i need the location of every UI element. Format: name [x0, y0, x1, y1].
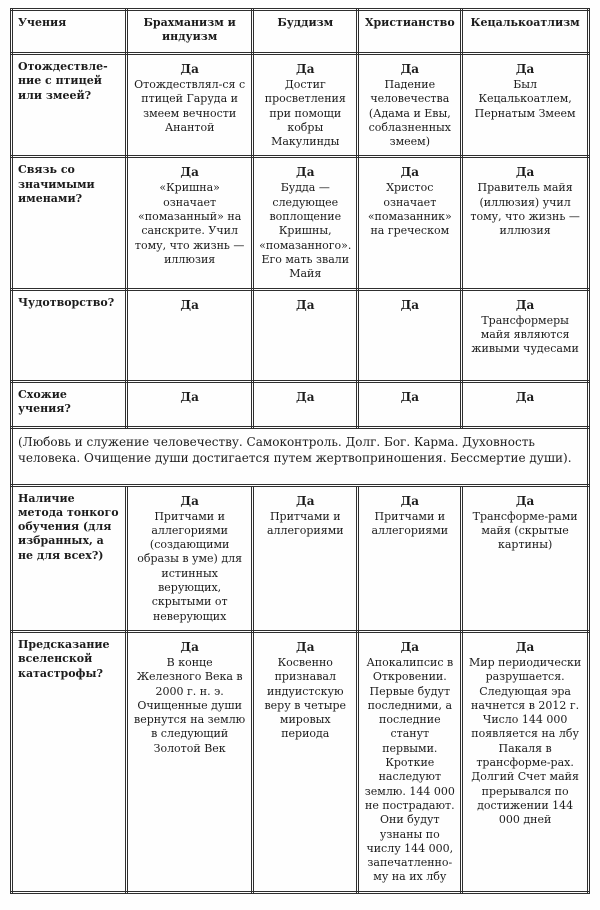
- answer-cell: [253, 485, 358, 631]
- answer-detail: «Кришна» означает «помазанный» на санскрите. Учил тому, что жизнь — иллюзия: [134, 181, 245, 266]
- yes-label: Да: [515, 639, 535, 654]
- yes-label: Да: [296, 389, 315, 404]
- yes-label: Да: [400, 389, 420, 404]
- yes-label: Да: [515, 493, 535, 508]
- answer-detail: Трансформе-рами майя (скрытые картины): [472, 509, 578, 552]
- answer-detail: Притчами и аллегориями: [266, 509, 344, 537]
- yes-label: Да: [400, 62, 420, 76]
- answer-cell: [462, 485, 589, 631]
- yes-label: Да: [515, 297, 535, 312]
- answer-cell: [253, 631, 358, 892]
- answer-cell: [127, 381, 253, 427]
- answer-detail: Был Кецалькоатлем, Пернатым Змеем: [474, 78, 576, 120]
- yes-label: Да: [180, 165, 199, 180]
- table-row: [12, 289, 589, 381]
- answer-detail: Апокалипсис в Откровении. Первые будут последними, а последние станут первыми. Кроткие наследуют землю. 144 000 не пострадают. Они будут узнаны по числу 144 000, запечатленно-му на их лбу: [364, 655, 455, 884]
- yes-label: Да: [400, 165, 420, 180]
- table-row: [12, 631, 589, 892]
- question-cell: Чудотворство?: [12, 289, 127, 381]
- answer-detail: Христос означает «помазанник» на греческом: [367, 181, 452, 238]
- answer-cell: [358, 289, 462, 381]
- yes-label: Да: [400, 493, 420, 508]
- shared-teachings-note-row: [12, 427, 589, 485]
- header-row: [12, 10, 589, 54]
- yes-label: Да: [296, 62, 315, 76]
- answer-cell: [127, 157, 253, 289]
- answer-detail: Притчами и аллегориями (создающими образы в уме) для истинных верующих, скрытыми от неверующих: [137, 509, 243, 623]
- column-header-brahmanism: Брахманизм и индуизм: [127, 10, 253, 54]
- yes-label: Да: [296, 297, 315, 312]
- yes-label: Да: [400, 297, 420, 312]
- answer-detail: Мир периодически разрушается. Следующая эра начнется в 2012 г. Число 144 000 появляется на лбу Пакаля в трансформе-рах. Долгий Счет майя прерывался по достижении 144 000 дней: [468, 655, 582, 827]
- answer-cell: [127, 485, 253, 631]
- answer-cell: [358, 54, 462, 157]
- answer-cell: [253, 289, 358, 381]
- column-header-christianity: Христианство: [358, 10, 462, 54]
- yes-label: Да: [180, 639, 199, 654]
- question-cell: Схожие учения?: [12, 381, 127, 427]
- column-header-quetzalcoatlism: Кецалькоатлизм: [462, 10, 589, 54]
- answer-detail: Трансформеры майя являются живыми чудесами: [471, 313, 579, 356]
- table-row: [12, 157, 589, 289]
- yes-label: Да: [180, 389, 199, 404]
- column-header-teachings: Учения: [12, 10, 127, 54]
- answer-cell: [462, 631, 589, 892]
- yes-label: Да: [400, 639, 420, 654]
- answer-detail: Отождествлял-ся с птицей Гаруда и змеем вечности Анантой: [134, 78, 246, 134]
- question-cell: Предсказание вселенской катастрофы?: [12, 631, 127, 892]
- answer-detail: Правитель майя (иллюзия) учил тому, что жизнь — иллюзия: [470, 181, 580, 238]
- table-row: [12, 54, 589, 157]
- yes-label: Да: [296, 639, 315, 654]
- yes-label: Да: [296, 493, 315, 508]
- answer-cell: [127, 289, 253, 381]
- answer-cell: [462, 381, 589, 427]
- column-header-buddhism: Буддизм: [253, 10, 358, 54]
- answer-cell: [358, 631, 462, 892]
- table-row: [12, 381, 589, 427]
- answer-cell: [127, 54, 253, 157]
- yes-label: Да: [515, 165, 535, 180]
- answer-cell: [358, 381, 462, 427]
- answer-detail: Достиг просветления при помощи кобры Макулинды: [264, 78, 346, 149]
- answer-cell: [462, 289, 589, 381]
- yes-label: Да: [180, 493, 199, 508]
- answer-detail: Притчами и аллегориями: [371, 509, 449, 537]
- answer-detail: В конце Железного Века в 2000 г. н. э. Очищенные души вернутся на землю в следующий Золотой Век: [134, 655, 246, 755]
- yes-label: Да: [515, 389, 535, 404]
- answer-cell: [127, 631, 253, 892]
- answer-detail: Падение человечества (Адама и Евы, соблазненных змеем): [368, 78, 452, 149]
- question-cell: Связь со значимыми именами?: [12, 157, 127, 289]
- answer-detail: Косвенно признавал индуистскую веру в четыре мировых периода: [264, 655, 347, 741]
- yes-label: Да: [515, 62, 535, 76]
- answer-cell: [358, 157, 462, 289]
- answer-detail: Будда — следующее воплощение Кришны, «помазанного». Его мать звали Майя: [259, 181, 352, 281]
- yes-label: Да: [180, 62, 199, 76]
- question-cell: Отождествле-ние с птицей или змеей?: [12, 54, 127, 157]
- table-row: [12, 485, 589, 631]
- answer-cell: [253, 381, 358, 427]
- answer-cell: [462, 54, 589, 157]
- answer-cell: [253, 54, 358, 157]
- answer-cell: [358, 485, 462, 631]
- yes-label: Да: [180, 297, 199, 312]
- religions-comparison-table: [10, 8, 590, 894]
- yes-label: Да: [296, 165, 315, 180]
- answer-cell: [462, 157, 589, 289]
- shared-teachings-note: (Любовь и служение человечеству. Самоконтроль. Долг. Бог. Карма. Духовность человека. Очищение души достигается путем жертвоприношения. Бессмертие души).: [12, 427, 589, 485]
- answer-cell: [253, 157, 358, 289]
- question-cell: Наличие метода тонкого обучения (для избранных, а не для всех?): [12, 485, 127, 631]
